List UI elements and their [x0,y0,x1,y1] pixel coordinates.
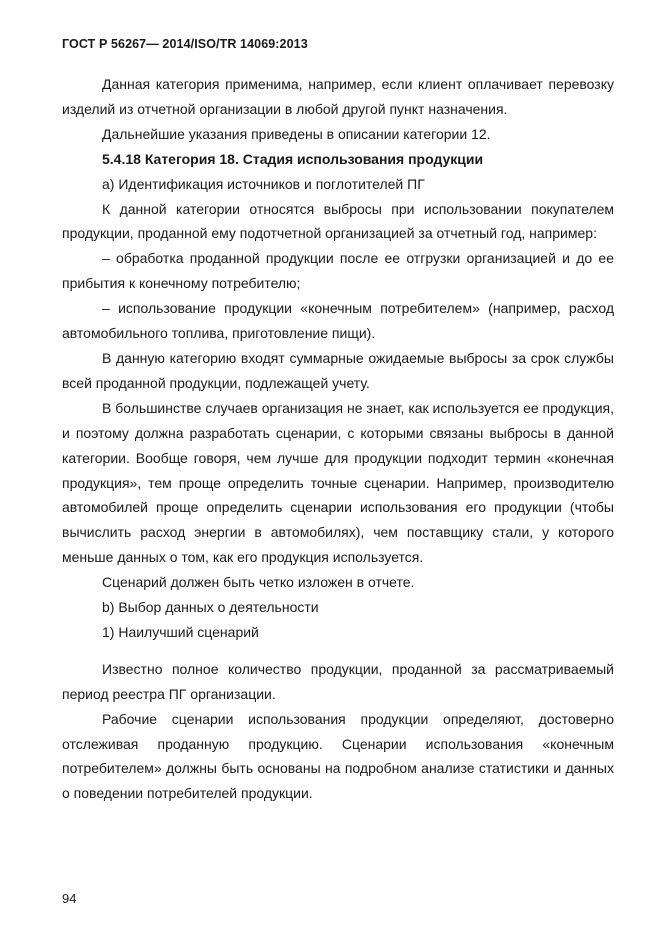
paragraph: Известно полное количество продукции, проданной за рассматриваемый период реестра ПГ организации. [62,660,614,702]
dash-item: – использование продукции «конечным потребителем» (например, расход автомобильного топлива, приготовление пищи). [62,300,614,342]
dash-item: – обработка проданной продукции после ее отгрузки организацией и до ее прибытия к конечному потребителю; [62,250,614,292]
paragraph: Дальнейшие указания приведены в описании категории 12. [102,125,491,142]
list-item: b) Выбор данных о деятельности [102,599,319,616]
paragraph: В данную категорию входят суммарные ожидаемые выбросы за срок службы всей проданной продукции, подлежащей учету. [62,349,614,391]
paragraph: Сценарий должен быть четко изложен в отчете. [102,574,415,591]
list-item: a) Идентификация источников и поглотителей ПГ [102,175,425,192]
paragraph: В большинстве случаев организация не знает, как используется ее продукция, и поэтому должна разработать сценарии, с которыми связаны выбросы в данной категории. Вообще говоря, чем лучше для продукции подходит термин «конечная продукция», тем проще определить точные сценарии. Например, производителю автомобилей проще определить сценарии использования его продукции (чтобы вычислить расход энергии в автомобилях), чем поставщику стали, у которого меньше данных о том, как его продукция используется. [62,399,614,566]
paragraph: Рабочие сценарии использования продукции определяют, достоверно отслеживая проданную продукцию. Сценарии использования «конечным потребителем» должны быть основаны на подробном анализе статистики и данных о поведении потребителей продукции. [62,710,614,802]
page-number: 94 [62,891,77,906]
document-header: ГОСТ Р 56267— 2014/ISO/TR 14069:2013 [62,37,308,51]
paragraph: К данной категории относятся выбросы при использовании покупателем продукции, проданной ему подотчетной организацией за отчетный год, например: [62,200,614,242]
document-body [62,72,614,806]
list-item: 1) Наилучший сценарий [102,623,259,640]
section-heading: 5.4.18 Категория 18. Стадия использования продукции [102,150,484,167]
paragraph: Данная категория применима, например, если клиент оплачивает перевозку изделий из отчетной организации в любой другой пункт назначения. [62,76,614,117]
